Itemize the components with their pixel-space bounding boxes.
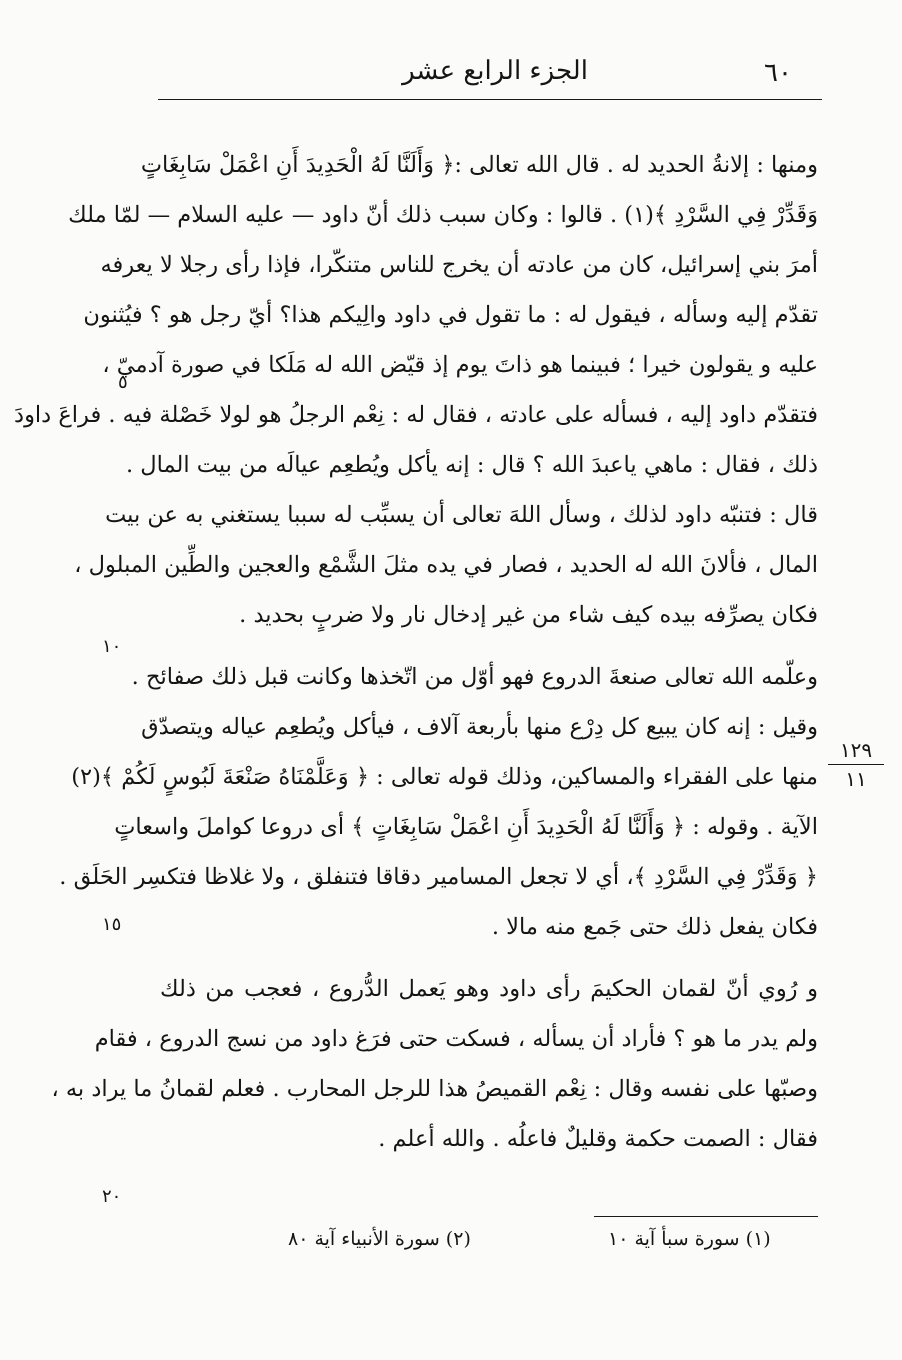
text-line: وعلّمه الله تعالى صنعةَ الدروع فهو أوّل من اتّخذها وكانت قبل ذلك صفائح .	[131, 664, 818, 690]
verse-ref-rule	[828, 764, 884, 765]
text-line: الآية . وقوله : ﴿ وَأَلَنَّا لَهُ الْحَدِيدَ أَنِ اعْمَلْ سَابِغَاتٍ ﴾ أى دروعا كواملَ واسعاتٍ	[114, 814, 818, 840]
text-line: ولم يدر ما هو ؟ فأراد أن يسأله ، فسكت حتى فرَغ داود من نسج الدروع ، فقام	[94, 1026, 818, 1052]
text-line: فتقدّم داود إليه ، فسأله على عادته ، فقال له : نِعْم الرجلُ هو لولا خَصْلة فيه . فراعَ داودَ	[14, 402, 818, 428]
line-number-10: ١٠	[102, 636, 122, 657]
running-header: الجزء الرابع عشر	[402, 56, 588, 86]
text-line: المال ، فألانَ الله له الحديد ، فصار في يده مثلَ الشَّمْع والعجين والطِّين المبلول ،	[74, 552, 818, 578]
text-line: وصبّها على نفسه وقال : نِعْم القميصُ هذا للرجل المحارب . فعلم لقمانُ ما يراد به ،	[51, 1076, 818, 1102]
footnote-rule	[594, 1216, 818, 1217]
footnote-1: (١) سورة سبأ آية ١٠	[608, 1228, 771, 1250]
page-number: ٦٠	[764, 58, 792, 88]
text-line: عليه و يقولون خيرا ؛ فبينما هو ذاتَ يوم إذ قيّض الله له مَلَكا في صورة آدميّ ،	[102, 352, 818, 378]
text-line: وقيل : إنه كان يبيع كل دِرْع منها بأربعة آلاف ، فيأكل ويُطعِم عياله ويتصدّق	[141, 714, 818, 740]
verse-reference	[828, 738, 884, 791]
verse-ref-bottom: ١١	[845, 767, 867, 791]
text-line: ذلك ، فقال : ماهي ياعبدَ الله ؟ قال : إنه يأكل ويُطعِم عيالَه من بيت المال .	[125, 452, 818, 478]
text-line: فكان يصرِّفه بيده كيف شاء من غير إدخال نار ولا ضربٍ بحديد .	[239, 602, 818, 628]
paragraph-gap	[160, 640, 818, 652]
text-line: تقدّم إليه وسأله ، فيقول له : ما تقول في داود والِيكم هذا؟ أيّ رجل هو ؟ فيُثنون	[83, 302, 818, 328]
footnote-2: (٢) سورة الأنبياء آية ٨٠	[288, 1228, 471, 1250]
text-line: فكان يفعل ذلك حتى جَمع منه مالا .	[491, 914, 818, 940]
paragraph	[14, 140, 818, 640]
paragraph-gap	[160, 952, 818, 964]
verse-ref-top: ١٢٩	[839, 738, 873, 762]
text-line: ومنها : إلانةُ الحديد له . قال الله تعالى :﴿ وَأَلَنَّا لَهُ الْحَدِيدَ أَنِ اعْمَلْ سَابِغَاتٍ	[140, 152, 818, 178]
text-line: منها على الفقراء والمساكين، وذلك قوله تعالى : ﴿ وَعَلَّمْنَاهُ صَنْعَةَ لَبُوسٍ لَكُمْ ﴾(٢)	[71, 764, 818, 790]
text-line: قال : فتنبّه داود لذلك ، وسأل اللهَ تعالى أن يسبِّب له سببا يستغني به عن بيت	[105, 502, 818, 528]
line-number-20: ٢٠	[102, 1186, 122, 1207]
text-line: أمرَ بني إسرائيل، كان من عادته أن يخرج للناس متنكّرا، فإذا رأى رجلا لا يعرفه	[100, 252, 818, 278]
paragraph	[51, 964, 818, 1164]
line-number-15: ١٥	[102, 914, 122, 935]
line-number-5: ٥	[118, 372, 128, 393]
text-line: وَقَدِّرْ فِي السَّرْدِ ﴾(١) . قالوا : وكان سبب ذلك أنّ داود — عليه السلام — لمّا ملك	[68, 202, 818, 228]
text-line: و رُوي أنّ لقمان الحكيمَ رأى داود وهو يَعمل الدُّروع ، فعجب من ذلك	[160, 976, 818, 1002]
header-rule	[158, 99, 822, 100]
text-line: ﴿ وَقَدِّرْ فِي السَّرْدِ ﴾، أي لا تجعل المسامير دقاقا فتنفلق ، ولا غلاظا فتكسِر الحَلَق .	[59, 864, 818, 890]
text-line: فقال : الصمت حكمة وقليلٌ فاعلُه . والله أعلم .	[378, 1126, 818, 1152]
